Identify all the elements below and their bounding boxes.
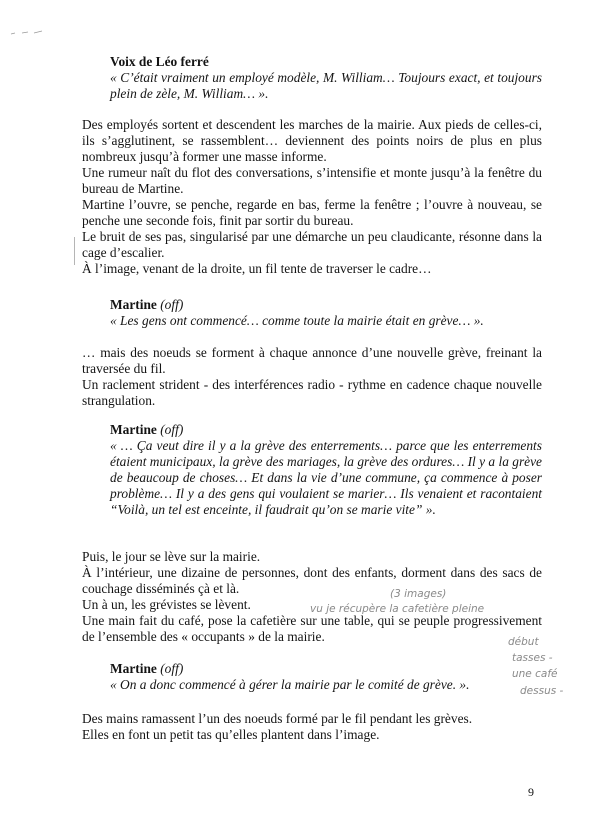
speaker-label: Voix de Léo ferré (110, 54, 209, 69)
action-block (82, 117, 542, 277)
action-line: Un à un, les grévistes se lèvent. (82, 597, 251, 612)
speaker-name (110, 297, 542, 313)
dialogue-text: « C’était vraiment un employé modèle, M. William… Toujours exact, et toujours plein de zèle, M. William… ». (110, 70, 542, 101)
handwritten-note: vu je récupère la cafetière pleine (310, 603, 485, 615)
dialogue-block (110, 661, 542, 693)
speaker-name (110, 422, 542, 438)
handwritten-note: tasses - (512, 652, 553, 664)
speaker-label: Martine (110, 661, 157, 676)
dialogue-block (110, 422, 542, 518)
dialogue-text: « … Ça veut dire il y a la grève des enterrements… parce que les enterrements étaient municipaux, la grève des mariages, la grève des ordures… Il y a la grève de beaucoup de choses… Et dans la vie d’une commune, ça commence à poser problème… Il y a des gens qui voulaient se marier… Ils venaient et racontaient “Voilà, un tel est enceinte, il faudrait qu’on se marie vite” ». (110, 438, 542, 517)
action-block (82, 711, 542, 743)
off-marker: (off) (160, 297, 184, 312)
off-marker: (off) (160, 661, 184, 676)
dialogue-text: « On a donc commencé à gérer la mairie par le comité de grève. ». (110, 677, 470, 692)
action-line: Le bruit de ses pas, singularisé par une démarche un peu claudicante, résonne dans la cage d’escalier. (82, 229, 542, 260)
margin-pencil-mark (74, 237, 75, 265)
action-line: Des mains ramassent l’un des noeuds formé par le fil pendant les grèves. (82, 711, 473, 726)
handwritten-note: (3 images) (390, 588, 447, 600)
speaker-label: Martine (110, 297, 157, 312)
action-line: Une rumeur naît du flot des conversations, s’intensifie et monte jusqu’à la fenêtre du bureau de Martine. (82, 165, 542, 196)
speaker-name (110, 54, 542, 70)
off-marker: (off) (160, 422, 184, 437)
speaker-name (110, 661, 542, 677)
action-line: Martine l’ouvre, se penche, regarde en bas, ferme la fenêtre ; l’ouvre à nouveau, se penche une seconde fois, finit par sortir du bureau. (82, 197, 542, 228)
action-line: … mais des noeuds se forment à chaque annonce d’une nouvelle grève, freinant la traversée du fil. (82, 345, 542, 376)
action-line: Un raclement strident - des interférences radio - rythme en cadence chaque nouvelle strangulation. (82, 377, 542, 408)
handwritten-note: début (508, 636, 539, 648)
action-block (82, 345, 542, 409)
action-block (82, 549, 542, 645)
speaker-label: Martine (110, 422, 157, 437)
stray-pen-mark (10, 30, 44, 36)
dialogue-block (110, 297, 542, 329)
action-line: Elles en font un petit tas qu’elles plantent dans l’image. (82, 727, 380, 742)
action-line: À l’image, venant de la droite, un fil tente de traverser le cadre… (82, 261, 432, 276)
action-line: Des employés sortent et descendent les marches de la mairie. Aux pieds de celles-ci, ils s’agglutinent, se rassemblent… deviennent des points noirs de plus en plus nombreux jusqu’à former une masse informe. (82, 117, 542, 164)
dialogue-block (110, 54, 542, 102)
page-number: 9 (528, 785, 534, 799)
action-line: Puis, le jour se lève sur la mairie. (82, 549, 261, 564)
handwritten-note: dessus - (520, 685, 564, 697)
action-line: À l’intérieur, une dizaine de personnes, dont des enfants, dorment dans des sacs de couchage disséminés çà et là. (82, 565, 542, 596)
dialogue-text: « Les gens ont commencé… comme toute la mairie était en grève… ». (110, 313, 484, 328)
action-line: Une main fait du café, pose la cafetière sur une table, qui se peuple progressivement de l’ensemble des « occupants » de la mairie. (82, 613, 542, 644)
handwritten-note: une café (512, 668, 558, 680)
